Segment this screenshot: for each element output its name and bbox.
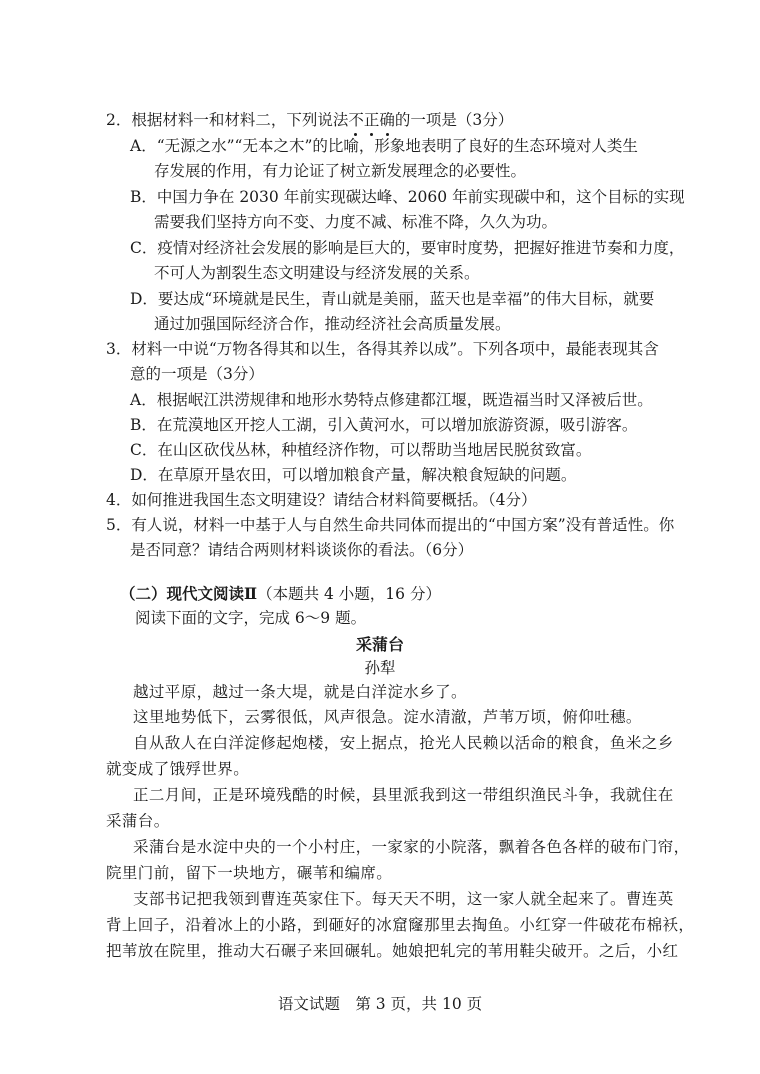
question-3-stem-line1: 3．材料一中说“万物各得其和以生，各得其养以成”。下列各项中，最能表现其含	[106, 340, 659, 358]
q3-option-d: D．在草原开垦农田，可以增加粮食产量，解决粮食短缺的问题。	[130, 466, 577, 484]
story-paragraph-3-line1: 自从敌人在白洋淀修起炮楼，安上据点，抢光人民赖以活命的粮食，鱼米之乡	[133, 734, 674, 752]
story-paragraph-4-line1: 正二月间，正是环境残酷的时候，县里派我到这一带组织渔民斗争，我就住在	[133, 786, 674, 804]
story-author: 孙犁	[364, 659, 396, 677]
question-2-number: 2．	[106, 111, 132, 129]
page-footer: 语文试题 第 3 页，共 10 页	[277, 995, 483, 1013]
story-paragraph-5-line2: 院里门前，留下一块地方，碾苇和编席。	[106, 864, 393, 882]
question-2-stem-b: 的一项是（3分）	[394, 111, 514, 129]
story-paragraph-4-line2: 采蒲台。	[106, 812, 170, 830]
section-2-meta: （本题共 4 小题，16 分）	[257, 585, 441, 603]
story-paragraph-6-line3: 把苇放在院里，推动大石碾子来回碾轧。她娘把轧完的苇用鞋尖破开。之后，小红	[106, 942, 679, 960]
story-paragraph-6-line2: 背上回子，沿着冰上的小路，到砸好的冰窟窿那里去掏鱼。小红穿一件破花布棉袄，	[106, 916, 695, 934]
question-2-stem	[106, 110, 513, 130]
question-5-line1: 5．有人说，材料一中基于人与自然生命共同体而提出的“中国方案”没有普适性。你	[106, 516, 675, 534]
story-paragraph-3-line2: 就变成了饿殍世界。	[106, 760, 250, 778]
question-2-emphasis: 不正确	[348, 111, 395, 129]
q2-option-c-line1: C．疫情对经济社会发展的影响是巨大的，要审时度势，把握好推进节奏和力度，	[130, 239, 685, 257]
q2-option-d-line1: D．要达成“环境就是民生，青山就是美丽，蓝天也是幸福”的伟大目标，就要	[130, 290, 655, 308]
story-paragraph-1: 越过平原，越过一条大堤，就是白洋淀水乡了。	[133, 683, 467, 701]
question-3-stem-line2: 意的一项是（3分）	[130, 365, 264, 383]
q3-option-a: A．根据岷江洪涝规律和地形水势特点修建都江堰，既造福当时又泽被后世。	[130, 391, 653, 409]
q2-option-c-line2: 不可人为割裂生态文明建设与经济发展的关系。	[154, 264, 480, 282]
q2-option-b-line1: B．中国力争在 2030 年前实现碳达峰、2060 年前实现碳中和，这个目标的实现	[130, 188, 685, 206]
story-paragraph-2: 这里地势低下，云雾很低，风声很急。淀水清澈，芦苇万顷，俯仰吐穗。	[133, 708, 642, 726]
q2-option-d-line2: 通过加强国际经济合作，推动经济社会高质量发展。	[154, 315, 511, 333]
story-paragraph-6-line1: 支部书记把我领到曹连英家住下。每天天不明，这一家人就全起来了。曹连英	[133, 890, 674, 908]
question-2-stem-a: 根据材料一和材料二，下列说法	[131, 111, 349, 129]
emphasis-dots-text	[348, 110, 395, 130]
question-4: 4．如何推进我国生态文明建设？请结合材料简要概括。（4分）	[106, 491, 537, 509]
question-5-line2: 是否同意？请结合两则材料谈谈你的看法。（6分）	[130, 541, 474, 559]
story-paragraph-5-line1: 采蒲台是水淀中央的一个小村庄，一家家的小院落，飘着各色各样的破布门帘，	[133, 838, 690, 856]
q3-option-c: C．在山区砍伐丛林，种植经济作物，可以帮助当地居民脱贫致富。	[130, 441, 592, 459]
section-2-instruction: 阅读下面的文字，完成 6～9 题。	[135, 609, 367, 627]
q2-option-a-line1: A．“无源之水”“无本之木”的比喻，形象地表明了良好的生态环境对人类生	[130, 137, 638, 155]
q3-option-b: B．在荒漠地区开挖人工湖，引入黄河水，可以增加旅游资源，吸引游客。	[130, 416, 638, 434]
section-2-header	[120, 584, 441, 604]
q2-option-a-line2: 存发展的作用，有力论证了树立新发展理念的必要性。	[154, 162, 527, 180]
story-title: 采蒲台	[355, 635, 404, 654]
section-2-title: （二）现代文阅读Ⅱ	[120, 584, 258, 603]
q2-option-b-line2: 需要我们坚持方向不变、力度不减、标准不降，久久为功。	[154, 213, 558, 231]
